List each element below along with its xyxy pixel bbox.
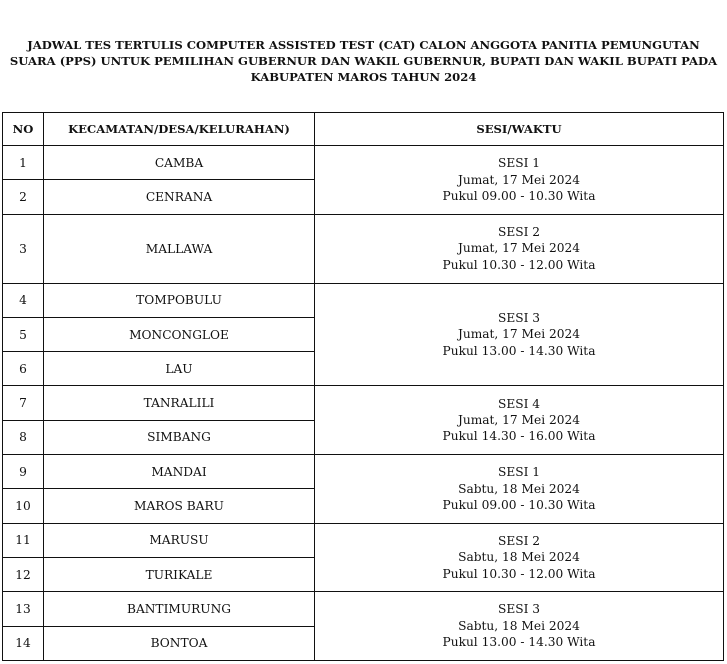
session-date: Jumat, 17 Mei 2024: [457, 327, 581, 342]
row-number: 5: [3, 317, 44, 351]
session-label: SESI 3: [497, 602, 541, 617]
table-row: [3, 523, 724, 557]
session-cell: [315, 523, 724, 592]
location-name: MAROS BARU: [44, 489, 315, 523]
session-cell: [315, 146, 724, 215]
location-name: MANDAI: [44, 455, 315, 489]
header-location: KECAMATAN/DESA/KELURAHAN): [44, 113, 315, 146]
session-label: SESI 4: [497, 396, 541, 411]
location-name: CAMBA: [44, 146, 315, 180]
title-line-2: SUARA (PPS) UNTUK PEMILIHAN GUBERNUR DAN WAKIL GUBERNUR, BUPATI DAN WAKIL BUPATI PADA: [9, 54, 718, 68]
session-time: Pukul 10.30 - 12.00 Wita: [442, 566, 596, 581]
header-session-time: SESI/WAKTU: [315, 113, 724, 146]
session-time: Pukul 09.00 - 10.30 Wita: [442, 498, 596, 513]
row-number: 12: [3, 557, 44, 591]
session-time: Pukul 13.00 - 14.30 Wita: [442, 635, 596, 650]
session-cell: [315, 283, 724, 386]
session-cell: [315, 455, 724, 524]
row-number: 7: [3, 386, 44, 420]
session-date: Jumat, 17 Mei 2024: [457, 172, 581, 187]
location-name: SIMBANG: [44, 420, 315, 454]
session-time: Pukul 10.30 - 12.00 Wita: [442, 257, 596, 272]
session-cell: [315, 214, 724, 283]
session-label: SESI 1: [497, 156, 541, 171]
location-name: LAU: [44, 352, 315, 386]
session-date: Jumat, 17 Mei 2024: [457, 413, 581, 428]
table-row: [3, 592, 724, 626]
title-line-3: KABUPATEN MAROS TAHUN 2024: [250, 70, 477, 84]
session-cell: [315, 592, 724, 661]
location-name: CENRANA: [44, 180, 315, 214]
table-row: [3, 455, 724, 489]
location-name: TANRALILI: [44, 386, 315, 420]
row-number: 4: [3, 283, 44, 317]
session-date: Sabtu, 18 Mei 2024: [458, 550, 580, 565]
row-number: 6: [3, 352, 44, 386]
location-name: MALLAWA: [44, 214, 315, 283]
row-number: 9: [3, 455, 44, 489]
table-row: [3, 146, 724, 180]
session-date: Jumat, 17 Mei 2024: [457, 241, 581, 256]
session-date: Sabtu, 18 Mei 2024: [458, 481, 580, 496]
session-date: Sabtu, 18 Mei 2024: [458, 618, 580, 633]
session-label: SESI 1: [497, 465, 541, 480]
row-number: 3: [3, 214, 44, 283]
row-number: 8: [3, 420, 44, 454]
location-name: TOMPOBULU: [44, 283, 315, 317]
row-number: 14: [3, 626, 44, 660]
session-label: SESI 2: [497, 533, 541, 548]
session-time: Pukul 14.30 - 16.00 Wita: [442, 429, 596, 444]
location-name: MONCONGLOE: [44, 317, 315, 351]
table-header-row: [3, 113, 724, 146]
session-time: Pukul 09.00 - 10.30 Wita: [442, 189, 596, 203]
table-row: [3, 386, 724, 420]
schedule-table: [2, 112, 724, 661]
session-label: SESI 3: [497, 310, 541, 325]
location-name: TURIKALE: [44, 557, 315, 591]
row-number: 1: [3, 146, 44, 180]
session-cell: [315, 386, 724, 455]
table-row: [3, 283, 724, 317]
header-no: NO: [3, 113, 44, 146]
session-time: Pukul 13.00 - 14.30 Wita: [442, 343, 596, 358]
session-label: SESI 2: [497, 224, 541, 239]
table-row: [3, 214, 724, 283]
row-number: 10: [3, 489, 44, 523]
row-number: 11: [3, 523, 44, 557]
document-title: [8, 37, 719, 85]
row-number: 2: [3, 180, 44, 214]
location-name: BANTIMURUNG: [44, 592, 315, 626]
location-name: BONTOA: [44, 626, 315, 660]
title-line-1: JADWAL TES TERTULIS COMPUTER ASSISTED TEST (CAT) CALON ANGGOTA PANITIA PEMUNGUTAN: [27, 38, 700, 52]
row-number: 13: [3, 592, 44, 626]
location-name: MARUSU: [44, 523, 315, 557]
